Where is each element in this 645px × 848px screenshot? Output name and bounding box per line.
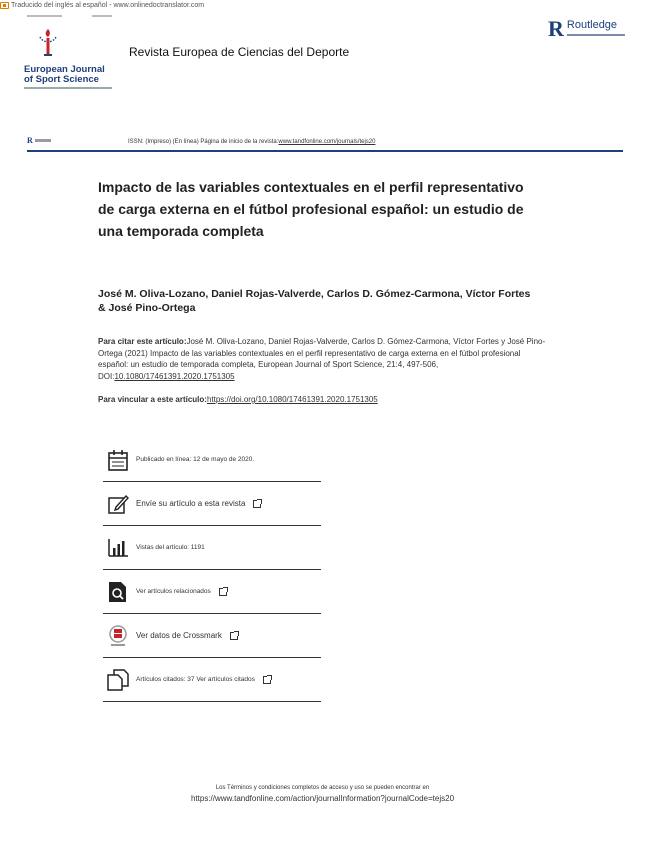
journal-title: Revista Europea de Ciencias del Deporte — [129, 45, 350, 59]
publisher-logo — [548, 18, 625, 40]
info-item-published — [103, 438, 321, 482]
article-link-line — [98, 395, 378, 404]
citation-text: José M. Oliva-Lozano, Daniel Rojas-Valverde, Carlos D. Gómez-Carmona, Víctor Fortes y José Pino-Ortega (2021) Impacto de las variables contextuales en el perfil representativo de carga externa en el fútbol profesional español: un estudio de temporada completa, European Journal of Sport Science, 21:4, 497-506, DOI: — [98, 337, 546, 381]
crossmark-icon — [106, 624, 130, 648]
info-item-label[interactable]: Envíe su artículo a esta revista — [136, 499, 246, 508]
info-item-crossmark[interactable] — [103, 614, 321, 658]
edit-icon — [106, 492, 130, 516]
header-meta-right — [92, 15, 112, 17]
calendar-icon — [106, 448, 130, 472]
small-publisher-logo — [27, 136, 51, 145]
footer-terms-text: Los Términos y condiciones completos de acceso y uso se pueden encontrar en — [215, 785, 430, 791]
header-meta-left — [27, 15, 62, 17]
external-link-icon[interactable] — [230, 632, 238, 640]
translator-banner[interactable] — [0, 0, 204, 10]
bar-chart-icon — [106, 536, 130, 560]
translator-banner-text[interactable]: Traducido del inglés al español - www.onlinedoctranslator.com — [11, 1, 205, 9]
page-footer — [0, 784, 645, 805]
journal-logo-tagline — [24, 87, 112, 89]
header-divider — [27, 150, 623, 152]
journal-logo-name: European Journal of Sport Science — [24, 64, 105, 85]
citation-block — [98, 336, 548, 382]
footer-terms-link[interactable]: https://www.tandfonline.com/action/journalInformation?journalCode=tejs20 — [190, 794, 455, 803]
article-link-label: Para vincular a este artículo: — [98, 395, 207, 404]
search-document-icon — [106, 580, 130, 604]
external-link-icon[interactable] — [219, 588, 227, 596]
info-item-views — [103, 526, 321, 570]
citation-doi-link[interactable]: 10.1080/17461391.2020.1751305 — [114, 371, 235, 381]
translator-icon — [0, 2, 9, 9]
info-item-label[interactable]: Artículos citados: 37 Ver artículos citados — [136, 676, 255, 683]
info-item-label[interactable]: Ver datos de Crossmark — [136, 631, 222, 640]
article-info-list — [103, 438, 321, 702]
publisher-name: Routledge — [566, 19, 618, 31]
info-item-related[interactable] — [103, 570, 321, 614]
article-title: Impacto de las variables contextuales en el perfil representativo de carga externa en el fútbol profesional español: un estudio de una temporada completa — [98, 179, 524, 239]
journal-homepage-link[interactable]: www.tandfonline.com/journals/tejs20 — [278, 139, 376, 145]
publisher-tagline — [567, 34, 625, 36]
info-item-label[interactable]: Ver artículos relacionados — [136, 588, 211, 595]
routledge-r-icon: R — [548, 16, 564, 41]
article-doi-link[interactable]: https://doi.org/10.1080/17461391.2020.1751305 — [206, 395, 378, 404]
info-item-citations[interactable] — [103, 658, 321, 702]
torch-logo-icon — [34, 27, 62, 57]
small-routledge-icon: R — [27, 136, 33, 145]
info-item-submit[interactable] — [103, 482, 321, 526]
citation-label: Para citar este artículo: — [98, 337, 187, 346]
citations-icon — [106, 668, 130, 692]
info-item-label: Vistas del artículo: 1191 — [136, 544, 205, 551]
article-authors: José M. Oliva-Lozano, Daniel Rojas-Valverde, Carlos D. Gómez-Carmona, Víctor Fortes & José Pino-Ortega — [98, 288, 531, 314]
external-link-icon[interactable] — [253, 500, 261, 508]
info-item-label: Publicado en línea: 12 de mayo de 2020. — [136, 456, 255, 463]
issn-line: ISSN: (Impreso) (En línea) Página de inicio de la revista:www.tandfonline.com/journals/tejs20 — [128, 139, 376, 145]
external-link-icon[interactable] — [263, 676, 271, 684]
